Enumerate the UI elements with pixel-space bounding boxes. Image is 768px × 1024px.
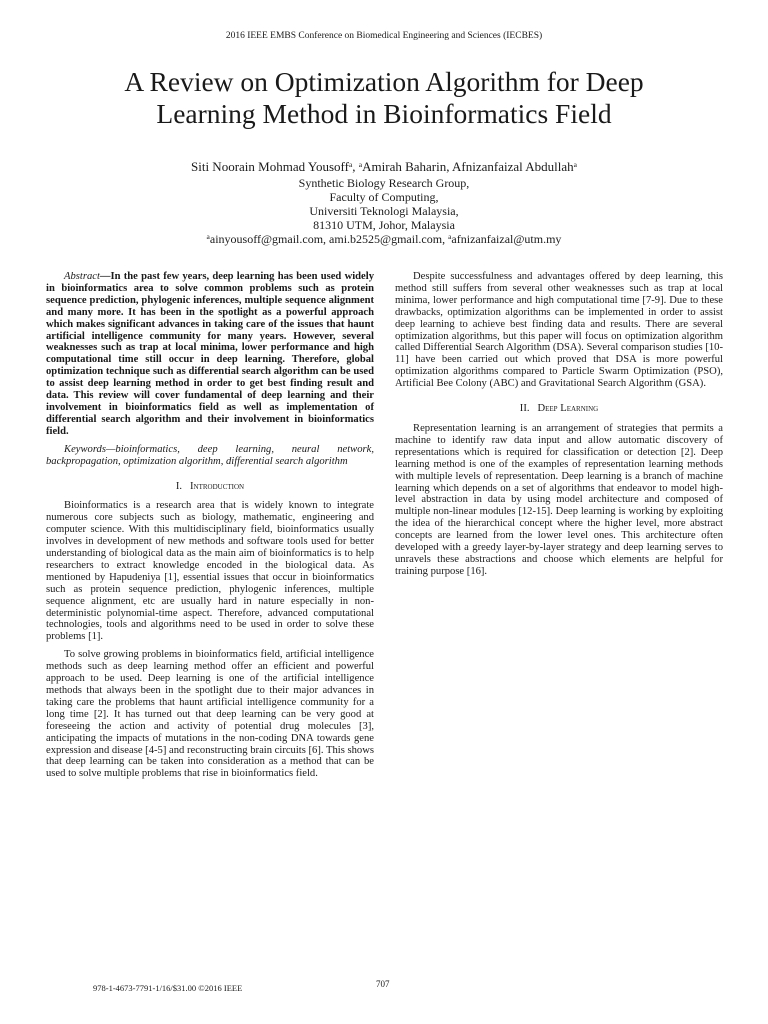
author-emails: $^a$ainyousoff@gmail.com, ami.b2525@gmail.com, $^a$afnizanfaizal@utm.my <box>206 232 562 246</box>
keywords <box>46 444 374 468</box>
intro-paragraph-2: To solve growing problems in bioinformatics field, artificial intelligence methods such as deep learning method offer an efficient and powerful approach to be used. Deep learning is one of the artificial intelligence methods that always been in the spotlight due to their major advances in taking care the problems that haunt artificial intelligence community for a long time [2]. It has turned out that deep learning can be very good at foreseeing the action and activity of potential drug molecules [3], anticipating the impacts of mutations in the non-coding DNA towards gene expression and disease [4-5] and reconstructing brain circuits [6]. This shows that deep learning can be taken into consideration as a method that can be used to solve multiple problems that rise in bioinformatics field. <box>46 649 374 780</box>
author-names: Siti Noorain Mohmad Yousoff$^a$, $^a$Amirah Baharin, Afnizanfaizal Abdullah$^a$ <box>190 159 578 174</box>
page-number: 707 <box>376 979 390 989</box>
affiliation-faculty: Faculty of Computing, <box>329 190 439 204</box>
section-1-heading: I. Introduction <box>175 480 245 492</box>
paper-title <box>40 66 728 130</box>
title-line-2: Learning Method in Bioinformatics Field <box>156 98 612 129</box>
abstract-label: Abstract <box>64 271 100 282</box>
title-line-1: A Review on Optimization Algorithm for Deep <box>124 66 644 97</box>
author-block <box>0 160 768 246</box>
intro-paragraph-1: Bioinformatics is a research area that is widely known to integrate numerous core subjects such as biology, mathematic, engineering and computer science. With this multidisciplinary field, bioinformatics usually involves in development of new methods and software tools used for better understanding of biological data as the main aim of bioinformatics is to help researchers to extract knowledge encoded in the biological data. As mentioned by Hapudeniya [1], essential issues that occur in bioinformatics such as protein sequence prediction, phylogenic inferences, multiple sequence alignment, etc are usually hard in nature especially in non-deterministic polynomial-time aspect. Therefore, advanced computational technologies, tools and algorithms need to be used in order to solve these problems [1]. <box>46 500 374 643</box>
section-2-heading: II. Deep Learning <box>519 403 599 415</box>
intro-paragraph-3: Despite successfulness and advantages offered by deep learning, this method still suffers from several other weaknesses such as trap at local minima, lower performance and high computational time [7-9]. Due to these drawbacks, optimization algorithms can be implemented in order to assist deep learning to achieve best finding data and results. There are several optimization algorithms, but this paper will focus on optimization algorithm called Differential Search Algorithm (DSA). Several comparison studies [10-11] have been carried out which proved that DSA is more powerful optimization algorithms compared to Particle Swarm Optimization (PSO), Artificial Bee Colony (ABC) and Gravitational Search Algorithm (GSA). <box>395 271 723 390</box>
affiliation-group: Synthetic Biology Research Group, <box>298 176 470 190</box>
footer-isbn: 978-1-4673-7791-1/16/$31.00 ©2016 IEEE <box>93 983 243 993</box>
affiliation-university: Universiti Teknologi Malaysia, <box>309 204 459 218</box>
keywords-text: —bioinformatics, deep learning, neural network, backpropagation, optimization algorithm, differential search algorithm <box>46 443 374 467</box>
conference-header: 2016 IEEE EMBS Conference on Biomedical Engineering and Sciences (IECBES) <box>225 31 543 41</box>
abstract-text: —In the past few years, deep learning has been used widely in bioinformatics area to solve common problems such as protein sequence prediction, phylogenic inferences, multiple sequence alignment and many more. It has been in the spotlight as a powerful approach which makes significant advances in taking care of the issues that haunt artificial intelligence community for many years. However, several weaknesses such as trap at local minima, lower performance and high computational time still occur in deep learning. Therefore, global optimization technique such as differential search algorithm can be used to assist deep learning method in order to get best finding result and data. This review will cover fundamental of deep learning and their involvement in bioinformatics field as well as implementation of differential search algorithm and their involvement in bioinformatics field. <box>46 271 374 437</box>
affiliation-address: 81310 UTM, Johor, Malaysia <box>313 218 455 232</box>
right-column <box>395 271 723 584</box>
abstract <box>46 271 374 438</box>
left-column <box>46 271 374 786</box>
keywords-label: Keywords <box>64 443 106 455</box>
deep-learning-paragraph-1: Representation learning is an arrangement of strategies that permits a machine to identify raw data input and allow automatic discovery of representations which is required for classification or detection [2]. Deep learning method is one of the examples of representation learning methods with multiple levels of representation. Deep learning is a branch of machine learning which depends on a set of algorithms that endeavor to model high-level abstraction in data by using model architecture and composed of multiple non-linear modules [12-15]. Deep learning is working by exploiting the idea of the hierarchical concept where the higher level, more abstract concepts are learned from the lower level ones. This architecture often developed with a greedy layer-by-layer strategy and deep learning serves to unravels these abstractions and choose which elements are helpful for training purpose [16]. <box>395 422 723 577</box>
